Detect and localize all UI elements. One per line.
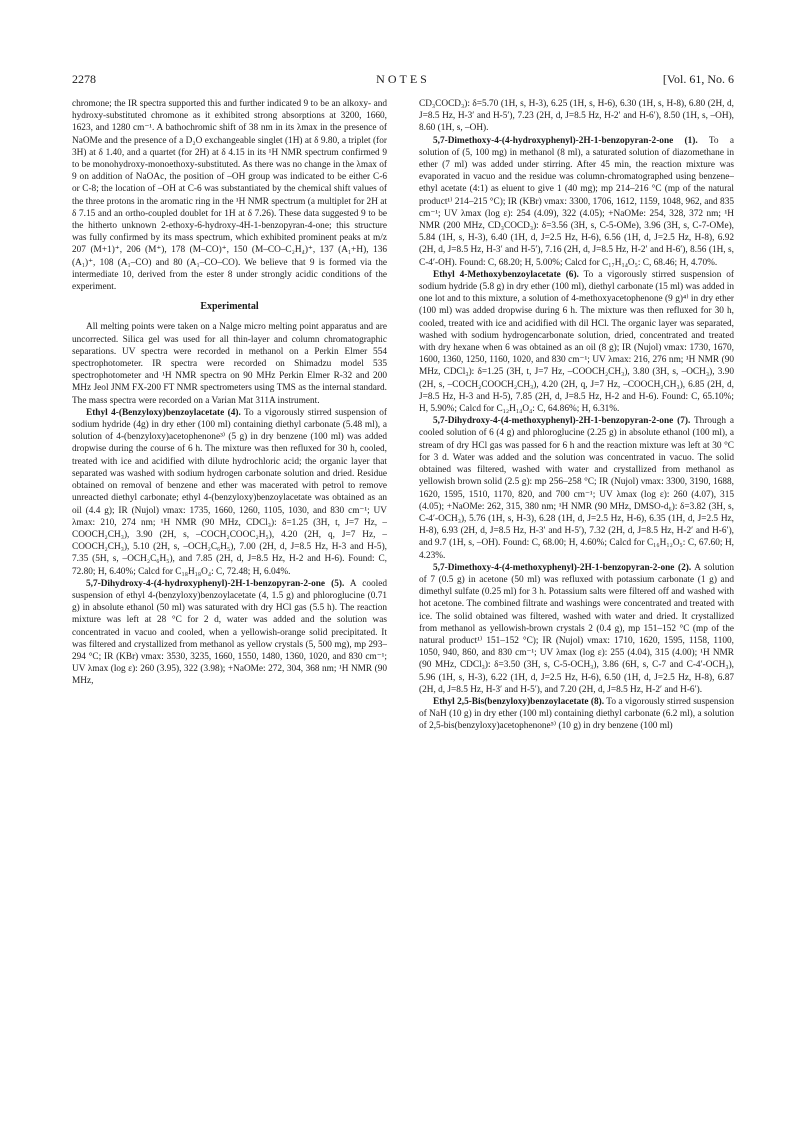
compound-title: Ethyl 4-Methoxybenzoylacetate (6).	[433, 269, 579, 280]
compound-title: Ethyl 2,5-Bis(benzyloxy)benzoylacetate (8).	[433, 696, 605, 707]
paragraph-text: To a solution of (5, 100 mg) in methanol (8 ml), a saturated solution of diazomethane in ether (7 ml) was added under stirring. After 45 min, the reaction mixture was evaporated in vacuo and the residue was column-chromatographed using benzene–ethyl acetate (4:1) as eluent to give 1 (40 mg); mp 214–216 °C (mp of the natural product¹⁾ 214–215 °C); IR (KBr) νmax: 3300, 1706, 1612, 1159, 1048, 962, and 835 cm⁻¹; UV λmax (log ε): 254 (4.09), 322 (4.05); +NaOMe: 254, 328, 372 nm; ¹H NMR (200 MHz, CD₃COCD₃): δ=3.56 (3H, s, C-5-OMe), 3.96 (3H, s, C-7-OMe), 5.84 (1H, s, H-3), 6.40 (1H, d, J=2.5 Hz, H-6), 6.56 (1H, d, J=2.5 Hz, H-8), 6.92 (2H, d, J=8.5 Hz, H-3′ and H-5′), 7.16 (2H, d, J=8.5 Hz, H-2′ and H-6′), 8.56 (1H, s, C-4′-OH). Found: C, 68.20; H, 5.00%; Calcd for C₁₇H₁₄O₅: C, 68.46; H, 4.70%.	[419, 135, 734, 268]
compound-title: 5,7-Dihydroxy-4-(4-hydroxyphenyl)-2H-1-benzopyran-2-one (5).	[86, 578, 345, 589]
paragraph: All melting points were taken on a Nalge micro melting point apparatus and are uncorrected. Silica gel was used for all thin-layer and column chromatographic separations. UV spectra were recorded in methanol on a Perkin Elmer 554 spectrophotometer. IR spectra were recorded on Shimadzu model 535 spectrophotometer and ¹H NMR spectra on 90 MHz Perkin Elmer R-32 and 200 MHz Jeol JNM FX-200 FT NMR spectrometers using TMS as the internal standard. The mass spectra were recorded on a Varian Mat 311A instrument.	[72, 322, 387, 406]
paragraph-text: To a vigorously stirred suspension of NaH (10 g) in dry ether (100 ml) containing diethyl carbonate (6.2 ml), a solution of 2,5-bis(benzyloxy)acetophenone⁵⁾ (10 g) in dry benzene (100 ml)	[419, 696, 734, 732]
section-heading: Experimental	[200, 301, 259, 313]
volume-issue: [Vol. 61, No. 6	[662, 72, 734, 86]
paragraph: CD₃COCD₃): δ=5.70 (1H, s, H-3), 6.25 (1H, s, H-6), 6.30 (1H, s, H-8), 6.80 (2H, d, J=8.5 Hz, H-3′ and H-5′), 7.23 (2H, d, J=8.5 Hz, H-2′ and H-6′), 8.50 (1H, s, –OH), 8.60 (1H, s, –OH).	[419, 99, 734, 134]
paragraph	[419, 269, 734, 415]
paragraph	[72, 578, 387, 688]
paragraph: chromone; the IR spectra supported this and further indicated 9 to be an alkoxy- and hydroxy-substituted chromone as it exhibited strong absorptions at 3200, 1660, 1623, and 1280 cm⁻¹. A bathochromic shift of 38 nm in its λmax in the presence of NaOMe and the presence of a D₂O exchangeable singlet (1H) at δ 9.80, a triplet (for 3H) at δ 1.40, and a quartet (for 2H) at δ 4.15 in its ¹H NMR spectrum confirmed 9 to be monohydroxy-monoethoxy-substituted. As there was no change in the λmax of 9 on addition of NaOAc, the position of –OH group was indicated to be either C-6 or C-8; the location of –OH at C-6 was substantiated by the chemical shift values of the three protons in the aromatic ring in the ¹H NMR spectrum (a multiplet for 2H at δ 7.15 and an ortho-coupled doublet for 1H at δ 7.26). These data suggested 9 to be the hitherto unknown 2-ethoxy-6-hydroxy-4H-1-benzopyran-4-one; this structure was fully confirmed by its mass spectrum, which exhibited prominent peaks at m/z 207 (M+1)⁺, 206 (M⁺), 178 (M–CO)⁺, 150 (M–CO–C₂H₄)⁺, 137 (A₁+H), 136 (A₁)⁺, 108 (A₁–CO) and 80 (A₁–CO–CO). We believe that 9 is formed via the intermediate 10, derived from the ester 8 under strongly acidic conditions of the experiment.	[72, 99, 387, 293]
compound-title: Ethyl 4-(Benzyloxy)benzoylacetate (4).	[86, 407, 241, 418]
paragraph	[419, 415, 734, 561]
page-number: 2278	[72, 72, 96, 86]
left-column	[72, 98, 387, 1098]
paragraph	[72, 407, 387, 578]
paragraph-text: To a vigorously stirred suspension of sodium hydride (4g) in dry ether (100 ml) containing diethyl carbonate (5.48 ml), a solution of 4-(benzyloxy)acetophenone³⁾ (5 g) in dry benzene (100 ml) was added dropwise during the course of 6 h. The mixture was then refluxed for 30 h, cooled, treated with ice and acidified with dilute hydrochloric acid; the organic layer that separated was washed with sodium hydrogen carbonate solution and dried. Residue obtained on removal of benzene and ether was macerated with petrol to remove unreacted diethyl carbonate; ethyl 4-(benzyloxy)benzoylacetate was obtained as an oil (4.4 g); IR (Nujol) νmax: 1735, 1660, 1260, 1105, 1030, and 830 cm⁻¹; UV λmax: 210, 274 nm; ¹H NMR (90 MHz, CDCl₃): δ=1.25 (3H, t, J=7 Hz, –COOCH₂CH₃), 3.90 (2H, s, –COCH₂COOC₂H₅), 4.20 (2H, q, J=7 Hz, –COOCH₂CH₃), 5.10 (2H, s, –OCH₂C₆H₅), 7.00 (2H, d, J=8.5 Hz, H-3 and H-5), 7.35 (5H, s, –OCH₂C₆H₅), and 7.85 (2H, d, J=8.5 Hz, H-2 and H-6). Found: C, 72.80; H, 6.40%; Calcd for C₁₈H₁₈O₄: C, 72.48; H, 6.04%.	[72, 407, 387, 577]
compound-title: 5,7-Dihydroxy-4-(4-methoxyphenyl)-2H-1-benzopyran-2-one (7).	[433, 416, 691, 427]
section-title: NOTES	[376, 72, 430, 86]
right-column	[419, 98, 734, 1098]
paragraph	[419, 135, 734, 269]
running-header	[72, 72, 734, 88]
paragraph-text: Through a cooled solution of 6 (4 g) and phloroglucine (2.25 g) in absolute ethanol (100 ml), a stream of dry HCl gas was passed for 6 h and the reaction mixture was left at 30 °C for 3 d. Water was added and the solution was concentrated in vacuo. The solid obtained was filtered, washed with water and crystallized from methanol as yellowish brown solid (2.5 g): mp 256–258 °C; IR (Nujol) νmax: 3300, 3190, 1688, 1620, 1595, 1510, 1170, 820, and 700 cm⁻¹; UV λmax (log ε): 260 (4.07), 315 (4.05); +NaOMe: 262, 315, 380 nm; ¹H NMR (90 MHz, DMSO-d₆): δ=3.82 (3H, s, C-4′-OCH₃), 5.76 (1H, s, H-3), 6.28 (1H, d, J=2.5 Hz, H-6), 6.35 (1H, d, J=2.5 Hz, H-8), 6.93 (2H, d, J=8.5 Hz, H-3′ and H-5′), 7.32 (2H, d, J=8.5 Hz, H-2′ and H-6′), and 9.7 (1H, s, –OH). Found: C, 68.00; H, 4.60%; Calcd for C₁₆H₁₂O₅: C, 67.60; H, 4.23%.	[419, 416, 734, 561]
compound-title: 5,7-Dimethoxy-4-(4-hydroxyphenyl)-2H-1-benzopyran-2-one (1).	[433, 135, 698, 146]
compound-title: 5,7-Dimethoxy-4-(4-methoxyphenyl)-2H-1-benzopyran-2-one (2).	[433, 562, 692, 573]
paragraph	[419, 562, 734, 696]
paragraph-text: To a vigorously stirred suspension of sodium hydride (5.8 g) in dry ether (100 ml), diethyl carbonate (15 ml) was added in one lot and to this mixture, a solution of 4-methoxyacetophenone (9 g)⁴⁾ in dry ether (100 ml) was added dropwise during 6 h. The mixture was then refluxed for 30 h, cooled, treated with ice and acidified with dil HCl. The organic layer was separated, washed with sodium hydrogencarbonate solution, dried, concentrated and treated with dry hexane when 6 was obtained as an oil (8 g); IR (Nujol) νmax: 1730, 1670, 1600, 1360, 1250, 1160, 1020, and 830 cm⁻¹; UV λmax: 216, 276 nm; ¹H NMR (90 MHz, CDCl₃): δ=1.25 (3H, t, J=7 Hz, –COOCH₂CH₃), 3.80 (3H, s, –OCH₃), 3.90 (2H, s, –COCH₂COOCH₂CH₃), 4.20 (2H, q, J=7 Hz, –COOCH₂CH₃), 6.85 (2H, d, J=8.5 Hz, H-3 and H-5), 7.85 (2H, d, J=8.5 Hz, H-2 and H-6). Found: C, 65.10%; H, 5.90%; Calcd for C₁₂H₁₄O₄: C, 64.86%; H, 6.31%.	[419, 269, 734, 415]
paragraph-text: A cooled suspension of ethyl 4-(benzyloxy)benzoylacetate (4, 1.5 g) and phloroglucine (0.71 g) in absolute ethanol (50 ml) was saturated with dry HCl gas (5.5 h). The reaction mixture was left at 28 °C for 2 d, water was added and the solution was concentrated in vacuo and cooled, when a yellowish-orange solid precipitated. It was filtered and crystallized from methanol as yellow crystals (5, 500 mg), mp 293–294 °C; IR (KBr) νmax: 3530, 3235, 1660, 1550, 1480, 1360, 1020, and 830 cm⁻¹; UV λmax (log ε): 260 (3.95), 322 (3.98); +NaOMe: 272, 304, 368 nm; ¹H NMR (90 MHz,	[72, 578, 387, 687]
paragraph-text: A solution of 7 (0.5 g) in acetone (50 ml) was refluxed with potassium carbonate (1 g) and dimethyl sulfate (0.25 ml) for 3 h. Potassium salts were filtered off and washed with hot acetone. The combined filtrate and washings were concentrated and treated with ice. The solid obtained was filtered, washed with water and dried. It crystallized from methanol as yellowish-brown crystals 2 (0.4 g), mp 151–152 °C (mp of the natural product¹⁾ 151–152 °C); IR (Nujol) νmax: 1710, 1620, 1595, 1158, 1100, 1050, 940, 860, and 830 cm⁻¹; UV λmax (log ε): 255 (4.04), 315 (4.00); ¹H NMR (90 MHz, CDCl₃): δ=3.50 (3H, s, C-5-OCH₃), 3.86 (6H, s, C-7 and C-4′-OCH₃), 5.96 (1H, s, H-3), 6.22 (1H, d, J=2.5 Hz, H-6), 6.50 (1H, d, J=2.5 Hz, H-8), 6.87 (2H, d, J=8.5 Hz, H-3′ and H-5′), and 7.20 (2H, d, J=8.5 Hz, H-2′ and H-6′).	[419, 562, 734, 695]
paragraph	[419, 696, 734, 733]
